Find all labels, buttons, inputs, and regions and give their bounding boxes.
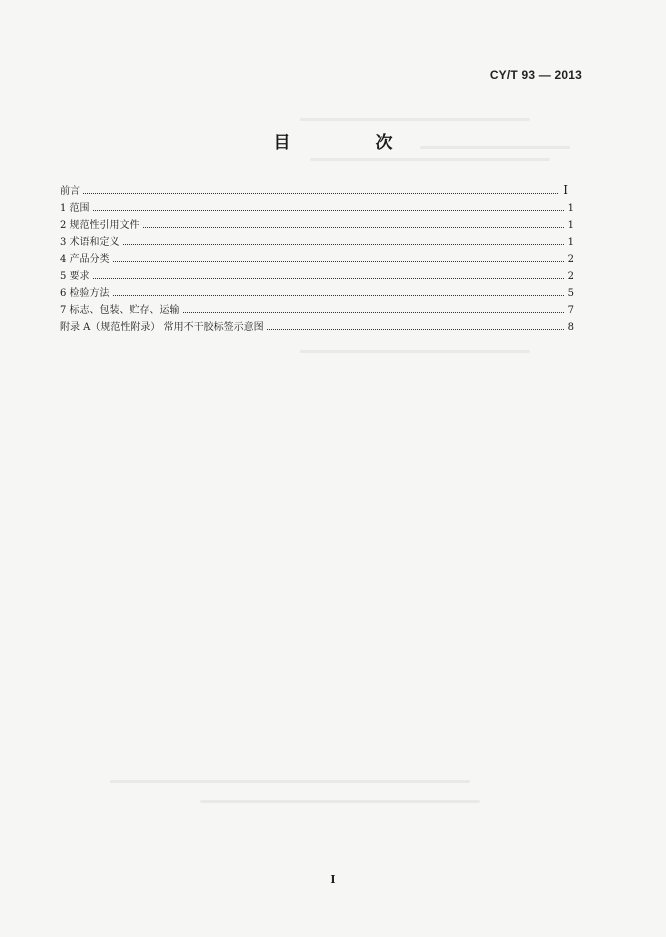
toc-entry-label: 附录 A（规范性附录） 常用不干胶标签示意图 — [60, 322, 264, 333]
toc-entry-page: 8 — [567, 322, 574, 333]
leader-dots — [143, 226, 564, 228]
leader-dots — [267, 328, 564, 330]
page-number: I — [330, 873, 336, 886]
toc-entry-scope[interactable] — [60, 200, 574, 217]
toc-entry-foreword[interactable] — [60, 182, 574, 200]
toc-entry-label: 前言 — [60, 186, 80, 197]
toc-entry-label: 6 检验方法 — [60, 288, 110, 299]
show-through-mark — [200, 800, 480, 803]
leader-dots — [113, 294, 564, 296]
toc-entry-page: 2 — [567, 254, 574, 265]
show-through-mark — [300, 350, 530, 353]
leader-dots — [183, 311, 564, 313]
show-through-mark — [110, 780, 470, 783]
toc-entry-page: 1 — [567, 237, 574, 248]
show-through-mark — [310, 158, 550, 161]
toc-entry-label: 2 规范性引用文件 — [60, 220, 140, 231]
leader-dots — [123, 243, 564, 245]
toc-entry-label: 1 范围 — [60, 203, 90, 214]
toc-entry-terms-definitions[interactable] — [60, 234, 574, 251]
toc-entry-page: I — [563, 183, 568, 197]
toc-entry-requirements[interactable] — [60, 268, 574, 285]
leader-dots — [93, 209, 564, 211]
toc-entry-annex-a[interactable] — [60, 319, 574, 336]
toc-entry-page: 5 — [567, 288, 574, 299]
leader-dots — [83, 192, 558, 194]
show-through-mark — [300, 118, 530, 121]
toc-entry-label: 3 术语和定义 — [60, 237, 120, 248]
toc-entry-page: 2 — [567, 271, 574, 282]
toc-entry-page: 1 — [567, 203, 574, 214]
toc-entry-test-methods[interactable] — [60, 285, 574, 302]
toc-entry-classification[interactable] — [60, 251, 574, 268]
toc-entry-label: 4 产品分类 — [60, 254, 110, 265]
toc-entry-label: 7 标志、包装、贮存、运输 — [60, 305, 180, 316]
toc-entry-marking-packaging[interactable] — [60, 302, 574, 319]
toc-entry-page: 7 — [567, 305, 574, 316]
toc-entry-normative-references[interactable] — [60, 217, 574, 234]
leader-dots — [93, 277, 564, 279]
toc-entry-page: 1 — [567, 220, 574, 231]
leader-dots — [113, 260, 564, 262]
standard-code: CY/T 93 — 2013 — [489, 68, 582, 82]
page-title: 目 次 — [273, 133, 427, 153]
toc-entry-label: 5 要求 — [60, 271, 90, 282]
table-of-contents — [60, 182, 574, 336]
